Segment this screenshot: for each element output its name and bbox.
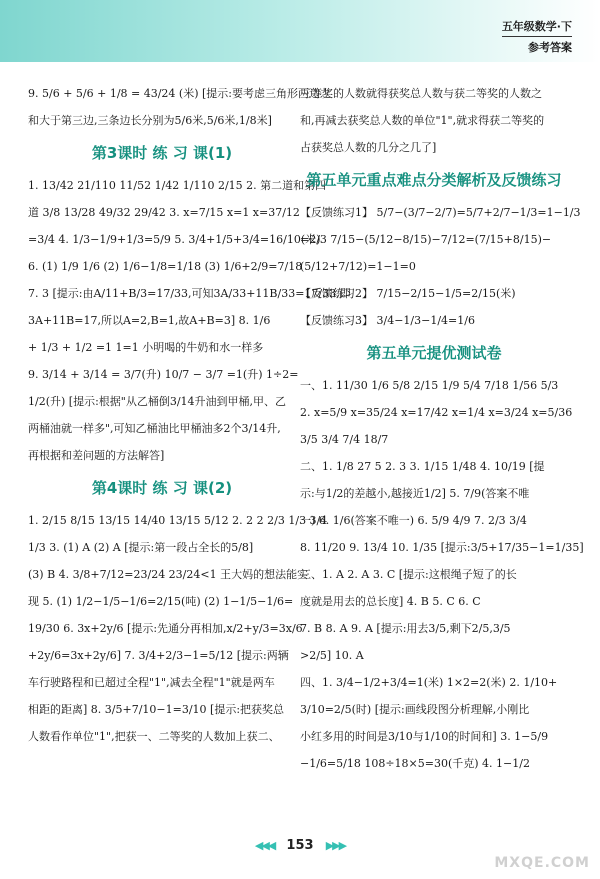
answer-line: 8. 11/20 9. 13/4 10. 1/35 [提示:3/5+17/35−1=1/35] <box>300 541 584 554</box>
answer-line: 四、1. 3/4−1/2+3/4=1(米) 1×2=2(米) 2. 1/10+ <box>300 676 558 689</box>
right-part2 <box>300 199 581 334</box>
answer-line: 3/10=2/5(时) [提示:画线段图分析理解,小刚比 <box>300 703 530 716</box>
answer-line: 3A+11B=17,所以A=2,B=1,故A+B=3] 8. 1/6 <box>28 314 271 327</box>
answer-line: 9. 5/6 + 5/6 + 1/8 = 43/24 (米) [提示:要考虑三角形两边之 <box>28 87 332 100</box>
answer-line: 小红多用的时间是3/10与1/10的时间和] 3. 1−5/9 <box>300 730 549 743</box>
next-arrows-icon: ▶▶▶ <box>325 839 346 852</box>
answer-line: 3/5 3/4 7/4 18/7 <box>300 433 389 446</box>
header-grade: 五年级数学·下 <box>502 18 572 37</box>
answer-line: + 1/3 + 1/2 =1 1=1 小明喝的牛奶和水一样多 <box>28 341 264 354</box>
answer-line: 现 5. (1) 1/2−1/5−1/6=2/15(吨) (2) 1−1/5−1/6= <box>28 595 294 608</box>
answer-line: 【反馈练习2】 7/15−2/15−1/5=2/15(米) <box>300 287 516 300</box>
answer-line: (3) B 4. 3/8+7/12=23/24 23/24<1 王大妈的想法能实 <box>28 568 309 581</box>
answer-line: 1/2(升) [提示:根据"从乙桶倒3/14升油到甲桶,甲、乙 <box>28 395 287 408</box>
answer-line: 道 3/8 13/28 49/32 29/42 3. x=7/15 x=1 x=37/12 <box>28 206 300 219</box>
answer-line: −1/6=5/18 108÷18×5=30(千克) 4. 1−1/2 <box>300 757 530 770</box>
unit5-analysis-heading: 第五单元重点难点分类解析及反馈练习 <box>306 171 562 189</box>
page-header <box>502 18 572 55</box>
answer-line: 7. 3 [提示:由A/11+B/3=17/33,可知3A/33+11B/33=17/33,即 <box>28 287 351 300</box>
answer-line: 两桶油就一样多",可知乙桶油比甲桶油多2个3/14升, <box>28 422 281 435</box>
answer-line: >2/5] 10. A <box>300 649 364 662</box>
right-column <box>300 80 584 777</box>
watermark: MXQE.COM <box>494 855 590 871</box>
answer-line: 示:与1/2的差越小,越接近1/2] 5. 7/9(答案不唯 <box>300 487 530 500</box>
answer-line: 和大于第三边,三条边长分别为5/6米,5/6米,1/8米] <box>28 114 272 127</box>
page-number: 153 <box>286 838 314 853</box>
lesson4-heading: 第4课时 练 习 课(2) <box>91 479 233 497</box>
page-footer <box>0 838 600 853</box>
answer-line: 相距的距离] 8. 3/5+7/10−1=3/10 [提示:把获奖总 <box>28 703 285 716</box>
right-part1 <box>300 80 568 161</box>
answer-line: 车行驶路程和已超过全程"1",减去全程"1"就是两车 <box>28 676 275 689</box>
answer-line: 三、1. A 2. A 3. C [提示:这根绳子短了的长 <box>300 568 517 581</box>
answer-line: 1. 2/15 8/15 13/15 14/40 13/15 5/12 2. 2 2 2/3 1/3 3/4 <box>28 514 328 527</box>
answer-line: 一、1. 11/30 1/6 5/8 2/15 1/9 5/4 7/18 1/56 5/3 <box>300 379 559 392</box>
answer-line: 占获奖总人数的几分之几了] <box>300 141 437 154</box>
answer-line: 度就是用去的总长度] 4. B 5. C 6. C <box>300 595 481 608</box>
answer-line: 【反馈练习1】 5/7−(3/7−2/7)=5/7+2/7−1/3=1−1/3 <box>300 206 581 219</box>
answer-line: 6. (1) 1/9 1/6 (2) 1/6−1/8=1/18 (3) 1/6+2/9=7/18 <box>28 260 303 273</box>
answer-line: 1/3 3. (1) A (2) A [提示:第一段占全长的5/8] <box>28 541 254 554</box>
answer-line: 三等奖的人数就得获奖总人数与获二等奖的人数之 <box>300 87 542 100</box>
lesson3-heading: 第3课时 练 习 课(1) <box>91 144 233 162</box>
answer-line: =3/4 4. 1/3−1/9+1/3=5/9 5. 3/4+1/5+3/4=16/10(米) <box>28 233 321 246</box>
answer-line: 【反馈练习3】 3/4−1/3−1/4=1/6 <box>300 314 475 327</box>
answer-line: 1. 13/42 21/110 11/52 1/42 1/110 2/15 2. 第二道和第四 <box>28 179 327 192</box>
answer-line: 和,再减去获奖总人数的单位"1",就求得获二等奖的 <box>300 114 545 127</box>
prev-arrows-icon: ◀◀◀ <box>254 839 275 852</box>
answer-line: =2/3 7/15−(5/12−8/15)−7/12=(7/15+8/15)− <box>300 233 552 246</box>
unit5-test-heading: 第五单元提优测试卷 <box>366 344 502 362</box>
header-section: 参考答案 <box>528 41 572 54</box>
answer-line: +2y/6=3x+2y/6] 7. 3/4+2/3−1=5/12 [提示:两辆 <box>28 649 289 662</box>
answer-line: 再根据和差问题的方法解答] <box>28 449 165 462</box>
right-part3 <box>300 372 584 777</box>
left-part1 <box>28 80 332 134</box>
answer-line: 人数看作单位"1",把获一、二等奖的人数加上获二、 <box>28 730 280 743</box>
answer-line: 一) 6. 1/6(答案不唯一) 6. 5/9 4/9 7. 2/3 3/4 <box>300 514 527 527</box>
answer-line: 7. B 8. A 9. A [提示:用去3/5,剩下2/5,3/5 <box>300 622 511 635</box>
answer-line: (5/12+7/12)=1−1=0 <box>300 260 416 273</box>
answer-line: 9. 3/14 + 3/14 = 3/7(升) 10/7 − 3/7 =1(升) 1÷2= <box>28 368 299 381</box>
answer-line: 2. x=5/9 x=35/24 x=17/42 x=1/4 x=3/24 x=5/36 <box>300 406 573 419</box>
answer-line: 19/30 6. 3x+2y/6 [提示:先通分再相加,x/2+y/3=3x/6 <box>28 622 303 635</box>
left-part3 <box>28 507 328 750</box>
answer-line: 二、1. 1/8 27 5 2. 3 3. 1/15 1/48 4. 10/19 [提 <box>300 460 545 473</box>
